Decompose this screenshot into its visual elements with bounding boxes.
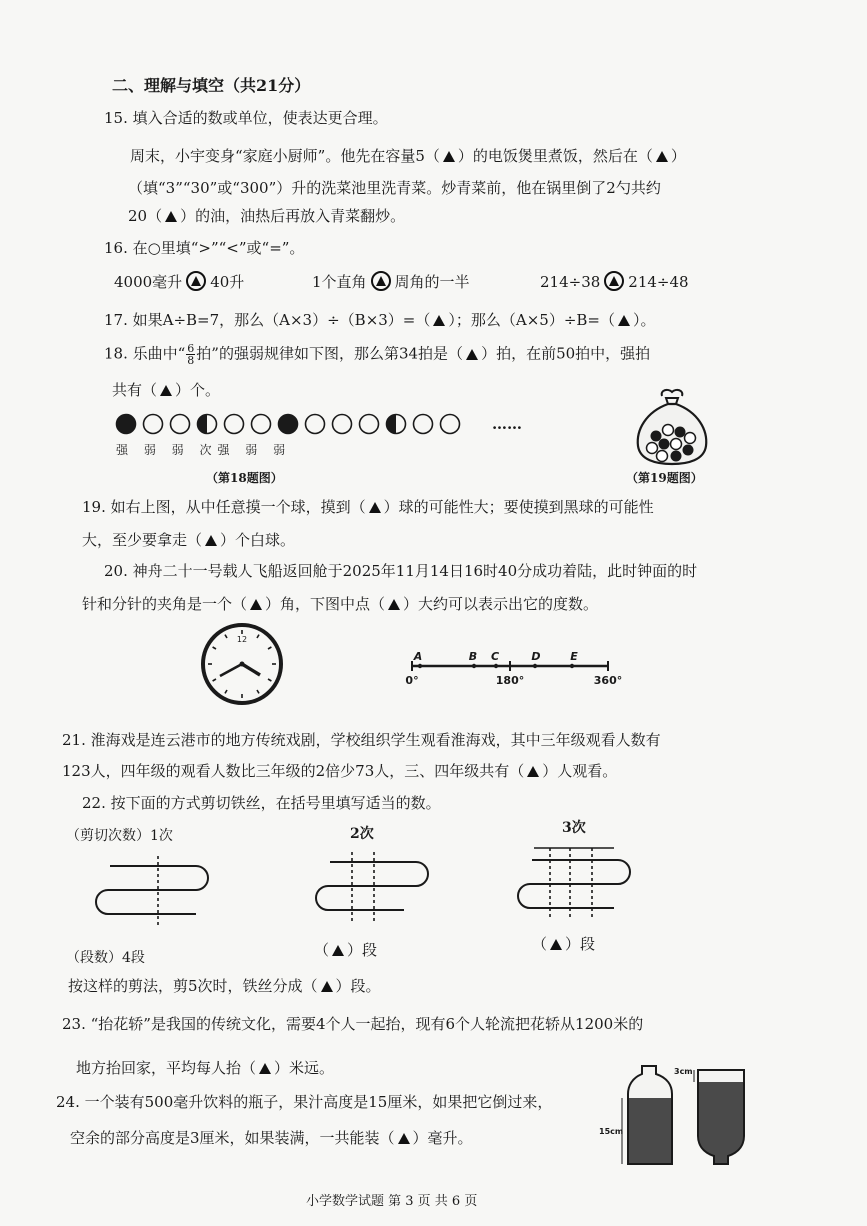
answer-blank-icon <box>656 151 668 162</box>
q24-line2: 空余的部分高度是3厘米，如果装满，一共能装（ ）毫升。 <box>70 1129 473 1147</box>
answer-blank-icon <box>259 1063 271 1074</box>
fraction: $\frac{6}{8}$ <box>187 342 195 367</box>
q15-line2: （填“3”“30”或“300”）升的洗菜池里洗青菜。炒青菜前，他在锅里倒了2勺共约 <box>128 179 661 197</box>
q18-line1: 18. 乐曲中“ $\frac{6}{8}$ 拍”的强弱规律如下图，那么第34拍是（ ）拍，在前50拍中，强拍 <box>104 342 651 367</box>
answer-blank-icon <box>527 766 539 777</box>
answer-blank-icon <box>321 981 333 992</box>
height-15cm-label: 15cm <box>599 1127 624 1136</box>
q21-line2: 123人，四年级的观看人数比三年级的2倍少73人，三、四年级共有（ ）人观看。 <box>62 762 618 780</box>
angle-number-line <box>405 648 623 688</box>
beat-ellipsis: …… <box>492 415 522 433</box>
bottles-diagram <box>598 1060 758 1170</box>
point-B-label: B <box>468 650 478 663</box>
q22-seg3-answer: （ ）段 <box>532 935 596 953</box>
q19-line1: 19. 如右上图，从中任意摸一个球，摸到（ ）球的可能性大；要使摸到黑球的可能性 <box>82 498 654 516</box>
q16-item-b: 1个直角 周角的一半 <box>312 273 470 291</box>
q22-cut1-label: （剪切次数）1次 <box>66 828 173 844</box>
q15-line3: 20（ ）的油，油热后再放入青菜翻炒。 <box>128 207 406 225</box>
q16-stem: 16. 在○里填“>”“<”或“=”。 <box>104 239 305 257</box>
q22-cut2-label: 2次 <box>350 826 374 842</box>
beat-labels: 强 弱 弱 次强 弱 弱 <box>116 443 292 457</box>
wire-cut-2-diagram <box>316 848 436 928</box>
ball-bag-icon <box>632 386 712 466</box>
point-E-label: E <box>570 650 578 663</box>
q22-seg2-answer: （ ）段 <box>314 941 378 959</box>
beat-weak <box>225 415 244 434</box>
answer-blank-icon <box>165 211 177 222</box>
answer-blank-icon <box>618 315 630 326</box>
q23-line2: 地方抬回家，平均每人抬（ ）米远。 <box>76 1059 335 1077</box>
answer-blank-icon <box>332 945 344 956</box>
beat-weak <box>144 415 163 434</box>
q18-caption: （第18题图） <box>206 471 283 485</box>
q16-item-c: 214÷38 214÷48 <box>540 273 689 291</box>
tick-180-label: 180° <box>495 674 525 687</box>
q20-line1: 20. 神舟二十一号载人飞船返回舱于2025年11月14日16时40分成功着陆，此时钟面的时 <box>104 562 698 580</box>
beat-pattern-diagram <box>116 412 456 438</box>
wire-cut-3-diagram <box>518 844 638 924</box>
inverted-bottle <box>698 1070 744 1164</box>
clock-icon <box>200 622 284 706</box>
tick-360-label: 360° <box>593 674 623 687</box>
beat-weak <box>252 415 271 434</box>
answer-blank-icon <box>433 315 445 326</box>
beat-weak <box>171 415 190 434</box>
answer-blank-icon <box>160 385 172 396</box>
compare-circle-icon <box>604 271 624 291</box>
beat-strong <box>117 415 136 434</box>
answer-blank-icon <box>369 502 381 513</box>
q23-line1: 23. “抬花轿”是我国的传统文化，需要4个人一起抬，现有6个人轮流把花轿从1200米的 <box>62 1015 644 1033</box>
q19-caption: （第19题图） <box>626 471 703 485</box>
page-footer: 小学数学试题 第 3 页 共 6 页 <box>306 1194 478 1209</box>
tick-0-label: 0° <box>405 674 419 687</box>
compare-circle-icon <box>371 271 391 291</box>
q19-line2: 大，至少要拿走（ ）个白球。 <box>82 531 296 549</box>
section-title: 二、理解与填空（共21分） <box>112 76 311 95</box>
point-D-label: D <box>531 650 541 663</box>
beat-weak <box>414 415 433 434</box>
clock-12-label: 12 <box>236 635 248 644</box>
beat-strong <box>279 415 298 434</box>
q21-line1: 21. 淮海戏是连云港市的地方传统戏剧，学校组织学生观看淮海戏，其中三年级观看人数有 <box>62 731 661 749</box>
beat-weak <box>306 415 325 434</box>
answer-blank-icon <box>550 939 562 950</box>
wire-cut-1-diagram <box>96 852 216 932</box>
beat-weak <box>360 415 379 434</box>
point-A-label: A <box>413 650 423 663</box>
q22-seg1-label: （段数）4段 <box>66 950 145 966</box>
q16-item-a: 4000毫升 40升 <box>114 273 245 291</box>
q22-final: 按这样的剪法，剪5次时，铁丝分成（ ）段。 <box>68 977 381 995</box>
height-3cm-label: 3cm <box>674 1067 693 1076</box>
answer-blank-icon <box>250 599 262 610</box>
answer-blank-icon <box>466 349 478 360</box>
compare-circle-icon <box>186 271 206 291</box>
q15-stem: 15. 填入合适的数或单位，使表达更合理。 <box>104 109 388 127</box>
q20-line2: 针和分针的夹角是一个（ ）角，下图中点（ ）大约可以表示出它的度数。 <box>82 595 599 613</box>
answer-blank-icon <box>443 151 455 162</box>
q17-line: 17. 如果A÷B=7，那么（A×3）÷（B×3）=（ ）；那么（A×5）÷B=（ ）。 <box>104 311 656 329</box>
q24-line1: 24. 一个装有500毫升饮料的瓶子，果汁高度是15厘米，如果把它倒过来， <box>56 1093 553 1111</box>
answer-blank-icon <box>388 599 400 610</box>
answer-blank-icon <box>398 1133 410 1144</box>
q15-line1: 周末，小宇变身“家庭小厨师”。他先在容量5（ ）的电饭煲里煮饭，然后在（ ） <box>130 147 686 165</box>
beat-weak <box>333 415 352 434</box>
q22-stem: 22. 按下面的方式剪切铁丝，在括号里填写适当的数。 <box>82 794 441 812</box>
beat-weak <box>441 415 460 434</box>
q18-line2: 共有（ ）个。 <box>112 381 221 399</box>
answer-blank-icon <box>205 535 217 546</box>
point-C-label: C <box>490 650 500 663</box>
q22-cut3-label: 3次 <box>562 820 586 836</box>
